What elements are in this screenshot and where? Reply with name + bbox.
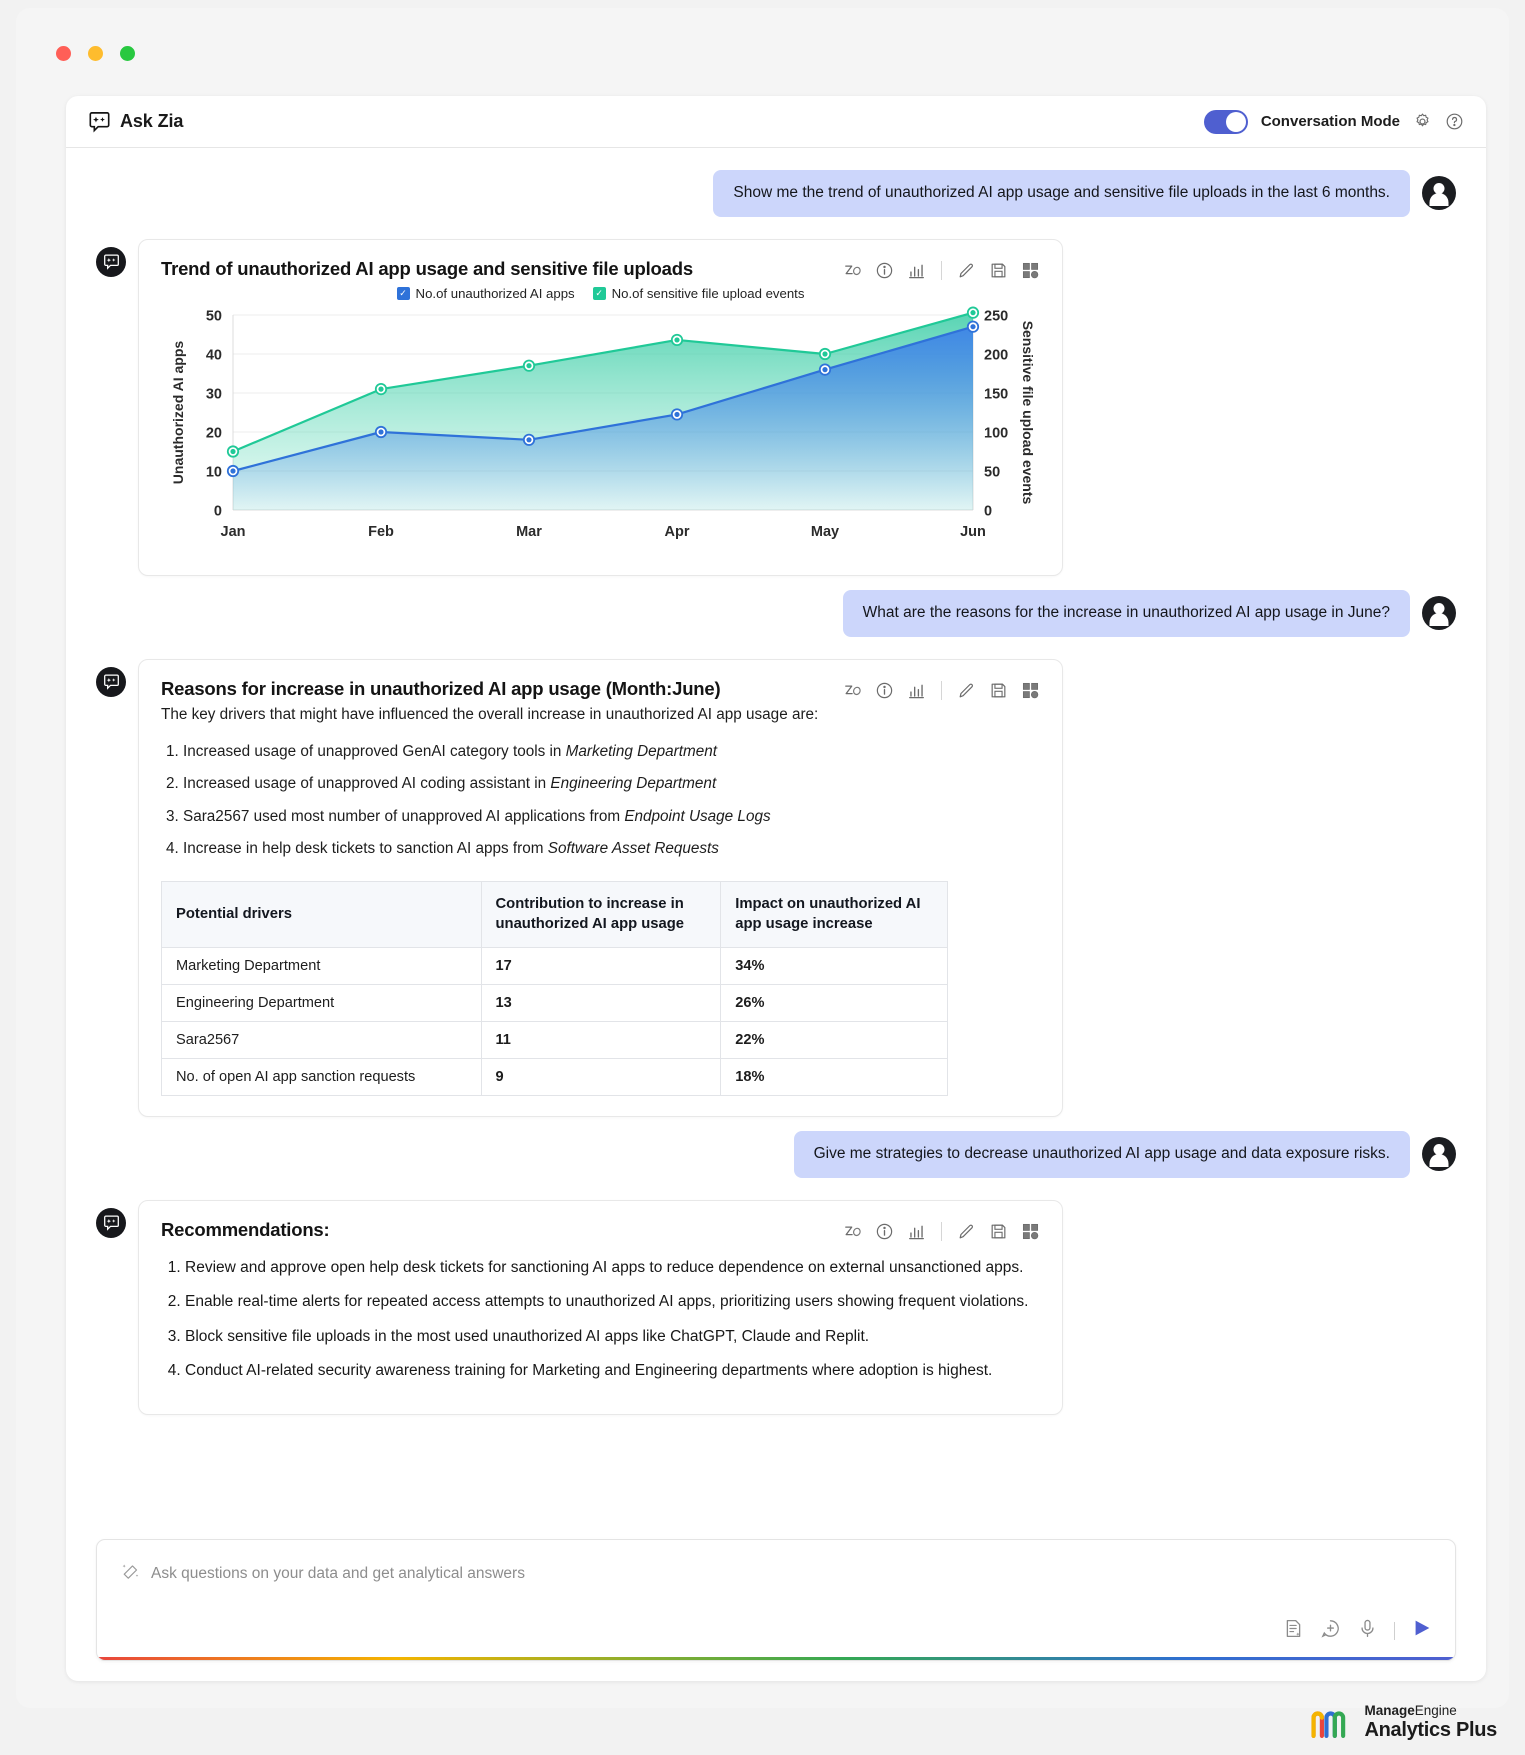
reason-source: Marketing Department <box>565 742 718 760</box>
chart-icon[interactable] <box>907 1222 926 1241</box>
composer-prompt-row <box>97 1540 1455 1586</box>
chart-legend <box>161 286 1040 301</box>
window-close-button[interactable] <box>56 46 71 61</box>
magic-wand-icon <box>121 1562 140 1586</box>
zia-avatar <box>96 1208 126 1238</box>
chart-icon[interactable] <box>907 261 926 280</box>
legend-checkbox[interactable]: ✓ <box>397 287 410 300</box>
user-avatar <box>1422 596 1456 630</box>
window-minimize-button[interactable] <box>88 46 103 61</box>
reason-item: 4. Increase in help desk tickets to sanction AI apps from Software Asset Requests <box>183 838 1040 859</box>
zia-icon[interactable] <box>843 1222 862 1241</box>
chart-card-header <box>161 258 1040 280</box>
conversation-mode-label: Conversation Mode <box>1260 113 1400 130</box>
table-header-row <box>162 882 948 947</box>
ask-zia-app <box>66 96 1486 1681</box>
reasons-card <box>138 659 1063 1117</box>
contribution-cell: 13 <box>481 984 721 1021</box>
composer-tools <box>1283 1617 1433 1644</box>
driver-name-cell: Engineering Department <box>162 984 482 1021</box>
reason-source: Endpoint Usage Logs <box>624 807 771 825</box>
svg-text:100: 100 <box>984 425 1009 442</box>
svg-text:Jan: Jan <box>220 523 246 540</box>
app-title: Ask Zia <box>120 111 184 131</box>
assistant-reasons-row <box>96 659 1456 1117</box>
add-comment-icon[interactable] <box>1320 1618 1341 1644</box>
add-widget-icon[interactable] <box>1021 261 1040 280</box>
area-chart <box>161 305 1041 550</box>
table-row <box>162 1058 948 1095</box>
composer-accent-bar <box>97 1657 1455 1660</box>
add-widget-icon[interactable] <box>1021 1222 1040 1241</box>
brand-engine: Engine <box>1414 1703 1457 1719</box>
edit-icon[interactable] <box>957 1222 976 1241</box>
user-message-row <box>96 170 1456 217</box>
recommendations-list <box>161 1257 1040 1382</box>
svg-text:20: 20 <box>205 425 222 442</box>
zia-icon <box>88 110 111 133</box>
message-composer[interactable] <box>96 1539 1456 1661</box>
svg-text:150: 150 <box>984 386 1009 403</box>
legend-item-series-2[interactable] <box>593 286 805 301</box>
legend-checkbox[interactable]: ✓ <box>593 287 606 300</box>
summarize-icon[interactable] <box>1283 1618 1304 1644</box>
user-message-bubble: What are the reasons for the increase in unauthorized AI app usage in June? <box>843 590 1410 637</box>
user-message-row <box>96 590 1456 637</box>
chart-icon[interactable] <box>907 681 926 700</box>
recommendations-title: Recommendations: <box>161 1218 330 1240</box>
info-icon[interactable] <box>875 681 894 700</box>
table-column-header: Impact on unauthorized AI app usage increase <box>721 882 948 947</box>
app-header <box>66 96 1486 148</box>
brand-manage: Manage <box>1364 1703 1415 1719</box>
reasons-list <box>161 741 1040 860</box>
svg-text:Mar: Mar <box>516 523 542 540</box>
add-widget-icon[interactable] <box>1021 681 1040 700</box>
brand-line-1 <box>1364 1704 1497 1719</box>
edit-icon[interactable] <box>957 261 976 280</box>
svg-text:200: 200 <box>984 347 1009 364</box>
impact-cell: 22% <box>721 1021 948 1058</box>
svg-text:Jun: Jun <box>960 523 986 540</box>
recommendation-item: 2. Enable real-time alerts for repeated access attempts to unauthorized AI apps, prioritizing users showing frequent violations. <box>185 1291 1040 1312</box>
table-row <box>162 1021 948 1058</box>
card-toolbar <box>843 678 1040 700</box>
reasons-title: Reasons for increase in unauthorized AI app usage (Month:June) <box>161 677 721 699</box>
reason-item: 3. Sara2567 used most number of unapproved AI applications from Endpoint Usage Logs <box>183 806 1040 827</box>
window-titlebar <box>16 8 1509 64</box>
legend-label: No.of sensitive file upload events <box>611 285 805 301</box>
reasons-card-header <box>161 678 1040 727</box>
save-icon[interactable] <box>989 1222 1008 1241</box>
send-icon[interactable] <box>1411 1617 1433 1644</box>
contribution-cell: 11 <box>481 1021 721 1058</box>
user-avatar <box>1422 176 1456 210</box>
table-row <box>162 947 948 984</box>
help-icon[interactable] <box>1445 112 1464 131</box>
reason-source: Engineering Department <box>550 775 717 793</box>
svg-text:0: 0 <box>984 503 993 520</box>
composer-divider <box>1394 1622 1395 1640</box>
svg-text:10: 10 <box>205 464 222 481</box>
table-column-header: Contribution to increase in unauthorized AI app usage <box>481 882 721 947</box>
save-icon[interactable] <box>989 261 1008 280</box>
zia-avatar <box>96 667 126 697</box>
contribution-cell: 9 <box>481 1058 721 1095</box>
legend-label: No.of unauthorized AI apps <box>415 285 575 301</box>
manageengine-logo-icon <box>1309 1705 1353 1741</box>
recommendations-card-header <box>161 1219 1040 1241</box>
brand-line-2: Analytics Plus <box>1364 1719 1497 1741</box>
chart-body <box>161 286 1040 555</box>
zia-icon[interactable] <box>843 261 862 280</box>
table-row <box>162 984 948 1021</box>
svg-text:40: 40 <box>205 347 222 364</box>
svg-text:30: 30 <box>205 386 222 403</box>
driver-name-cell: Marketing Department <box>162 947 482 984</box>
svg-text:Sensitive file upload events: Sensitive file upload events <box>1020 320 1036 505</box>
conversation-area <box>66 148 1486 1681</box>
svg-text:May: May <box>810 523 840 540</box>
drivers-table <box>161 881 948 1095</box>
assistant-chart-row <box>96 239 1456 576</box>
svg-text:0: 0 <box>213 503 222 520</box>
gear-icon[interactable] <box>1413 112 1432 131</box>
recommendations-card <box>138 1200 1063 1416</box>
user-avatar <box>1422 1137 1456 1171</box>
user-message-bubble: Give me strategies to decrease unauthorized AI app usage and data exposure risks. <box>794 1131 1410 1178</box>
save-icon[interactable] <box>989 681 1008 700</box>
window-maximize-button[interactable] <box>120 46 135 61</box>
contribution-cell: 17 <box>481 947 721 984</box>
svg-text:Unauthorized AI apps: Unauthorized AI apps <box>170 340 186 485</box>
recommendation-item: 4. Conduct AI-related security awareness training for Marketing and Engineering departments where adoption is highest. <box>185 1360 1040 1381</box>
header-controls <box>1204 110 1464 134</box>
svg-text:50: 50 <box>984 464 1001 481</box>
svg-text:250: 250 <box>984 308 1009 325</box>
svg-text:Apr: Apr <box>664 523 690 540</box>
reason-source: Software Asset Requests <box>547 840 719 857</box>
info-icon[interactable] <box>875 1222 894 1241</box>
chart-card <box>138 239 1063 576</box>
zia-icon[interactable] <box>843 681 862 700</box>
recommendation-item: 1. Review and approve open help desk tickets for sanctioning AI apps to reduce dependence on external unsanctioned apps. <box>185 1257 1040 1278</box>
search-input-placeholder[interactable]: Ask questions on your data and get analytical answers <box>151 1565 525 1582</box>
driver-name-cell: No. of open AI app sanction requests <box>162 1058 482 1095</box>
driver-name-cell: Sara2567 <box>162 1021 482 1058</box>
svg-text:Feb: Feb <box>368 523 394 540</box>
edit-icon[interactable] <box>957 681 976 700</box>
toolbar-divider <box>941 1222 942 1241</box>
app-window <box>16 8 1509 1708</box>
impact-cell: 18% <box>721 1058 948 1095</box>
chart-title: Trend of unauthorized AI app usage and sensitive file uploads <box>161 257 693 279</box>
table-column-header: Potential drivers <box>162 882 482 947</box>
impact-cell: 34% <box>721 947 948 984</box>
user-message-bubble: Show me the trend of unauthorized AI app usage and sensitive file uploads in the last 6 months. <box>713 170 1410 217</box>
impact-cell: 26% <box>721 984 948 1021</box>
reasons-intro: The key drivers that might have influenced the overall increase in unauthorized AI app usage are: <box>161 705 819 723</box>
assistant-recommendations-row <box>96 1200 1456 1416</box>
reason-item: 1. Increased usage of unapproved GenAI category tools in Marketing Department <box>183 741 1040 762</box>
user-message-row <box>96 1131 1456 1178</box>
toolbar-divider <box>941 261 942 280</box>
toolbar-divider <box>941 681 942 700</box>
info-icon[interactable] <box>875 261 894 280</box>
card-toolbar <box>843 1219 1040 1241</box>
zia-avatar <box>96 247 126 277</box>
conversation-mode-toggle[interactable] <box>1204 110 1248 134</box>
microphone-icon[interactable] <box>1357 1618 1378 1644</box>
card-toolbar <box>843 258 1040 280</box>
manageengine-branding <box>1309 1704 1497 1741</box>
recommendation-item: 3. Block sensitive file uploads in the most used unauthorized AI apps like ChatGPT, Claude and Replit. <box>185 1326 1040 1347</box>
legend-item-series-1[interactable] <box>397 286 575 301</box>
reason-item: 2. Increased usage of unapproved AI coding assistant in Engineering Department <box>183 773 1040 794</box>
svg-text:50: 50 <box>205 308 222 325</box>
toggle-knob <box>1226 112 1246 132</box>
brand-text <box>1364 1704 1497 1741</box>
